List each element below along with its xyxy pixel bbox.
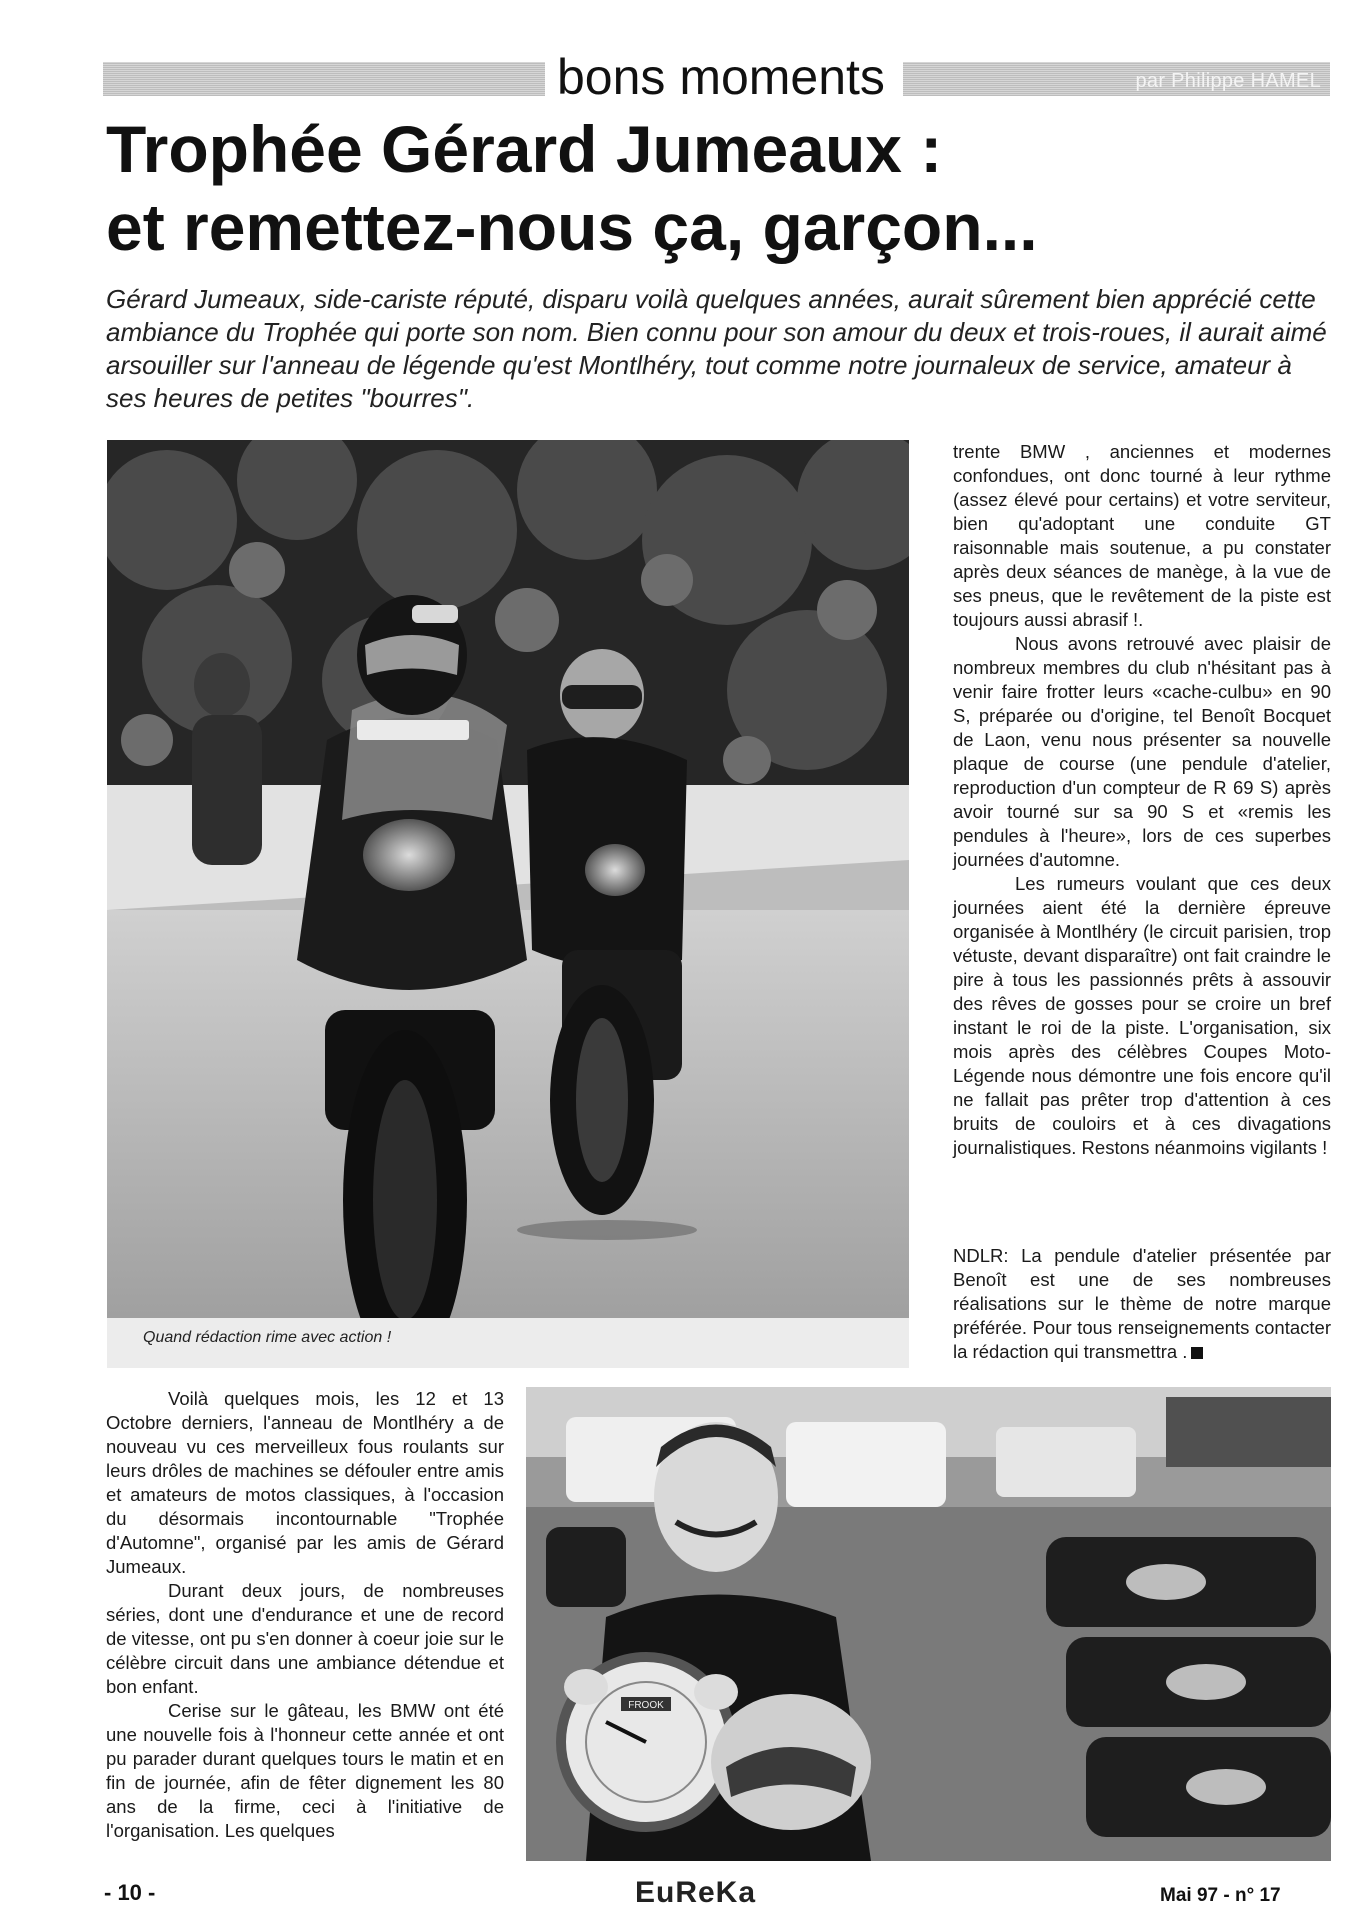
editor-note	[953, 1244, 1331, 1364]
photo-riders-on-track	[107, 440, 909, 1368]
paragraph: Durant deux jours, de nombreuses séries, dont une d'endurance et une de record de vitesse, ont pu s'en donner à coeur joie sur le célèbre circuit dans une ambiance détendue et bon enfant.	[106, 1580, 504, 1697]
end-mark-icon	[1191, 1347, 1203, 1359]
photo-caption: Quand rédaction rime avec action !	[143, 1329, 392, 1346]
section-label: bons moments	[557, 49, 885, 105]
issue-info: Mai 97 - n° 17	[1160, 1885, 1281, 1906]
paragraph: Voilà quelques mois, les 12 et 13 Octobre derniers, l'anneau de Montlhéry a de nouveau vu ces merveilleux fous roulants sur leurs drôles de machines se défouler entre amis et amateurs de motos classiques, à l'occasion du désormais incontournable "Trophée d'Automne", organisé par les amis de Gérard Jumeaux.	[106, 1388, 504, 1577]
byline: par Philippe HAMEL	[1135, 70, 1321, 92]
article-column-right	[953, 440, 1331, 1160]
paragraph: Nous avons retrouvé avec plaisir de nombreux membres du club n'hésitant pas à venir faire frotter leurs «cache-culbu» en 90 S, préparée ou d'origine, tel Benoît Bocquet de Laon, venu nous présenter sa nouvelle plaque de course (une pendule d'atelier, reproduction d'un compteur de R 69 S) après avoir tourné sur sa 90 S et «remis les pendules à l'heure», lors de ces superbes journées d'automne.	[953, 633, 1331, 870]
page-number: - 10 -	[104, 1880, 156, 1905]
editor-note-text: NDLR: La pendule d'atelier présentée par Benoît est une de ses nombreuses réalisations sur le thème de notre marque préférée. Pour tous renseignements contacter la rédaction qui transmettra .	[953, 1245, 1331, 1362]
header-rule-left	[103, 62, 545, 96]
title-line-2: et remettez-nous ça, garçon...	[106, 190, 1038, 264]
magazine-logo: EuReKa	[635, 1876, 757, 1909]
paragraph: trente BMW , anciennes et modernes confondues, ont donc tourné à leur rythme (assez élevé pour certains) et votre serviteur, bien qu'adoptant une conduite GT raisonnable mais soutenue, a pu constater après deux séances de manège, à la vue de ses pneus, que le revêtement de la piste est toujours aussi abrasif !.	[953, 441, 1331, 630]
title-line-1: Trophée Gérard Jumeaux :	[106, 112, 943, 186]
paragraph: Cerise sur le gâteau, les BMW ont été une nouvelle fois à l'honneur cette année et ont pu parader durant quelques tours le matin et en fin de journée, afin de fêter dignement les 80 ans de la firme, ceci à l'initiative de l'organisation. Les quelques	[106, 1700, 504, 1841]
article-title	[106, 110, 1306, 266]
paragraph: Les rumeurs voulant que ces deux journées aient été la dernière épreuve organisée à Montlhéry (le circuit parisien, trop vétuste, devant disparaître) ont fait craindre le pire à tous les passionnés prêts à assouvir des rêves de gosses pour se croire un bref instant le roi de la piste. L'organisation, six mois après des célèbres Coupes Moto-Légende nous démontre une fois encore qu'il ne fallait pas prêter trop d'attention à ces bruits de couloirs et à ces divagations journalistiques. Restons néanmoins vigilants !	[953, 873, 1331, 1158]
article-column-left	[106, 1387, 504, 1843]
clock-brand: FROOK	[628, 1700, 664, 1711]
article-intro: Gérard Jumeaux, side-cariste réputé, disparu voilà quelques années, aurait sûrement bien apprécié cette ambiance du Trophée qui porte son nom. Bien connu pour son amour du deux et trois-roues, il aurait aimé arsouiller sur l'anneau de légende qu'est Montlhéry, tout comme notre journaleux de service, amateur à ses heures de petites "bourres".	[106, 284, 1327, 413]
photo-man-with-clock	[526, 1387, 1331, 1861]
